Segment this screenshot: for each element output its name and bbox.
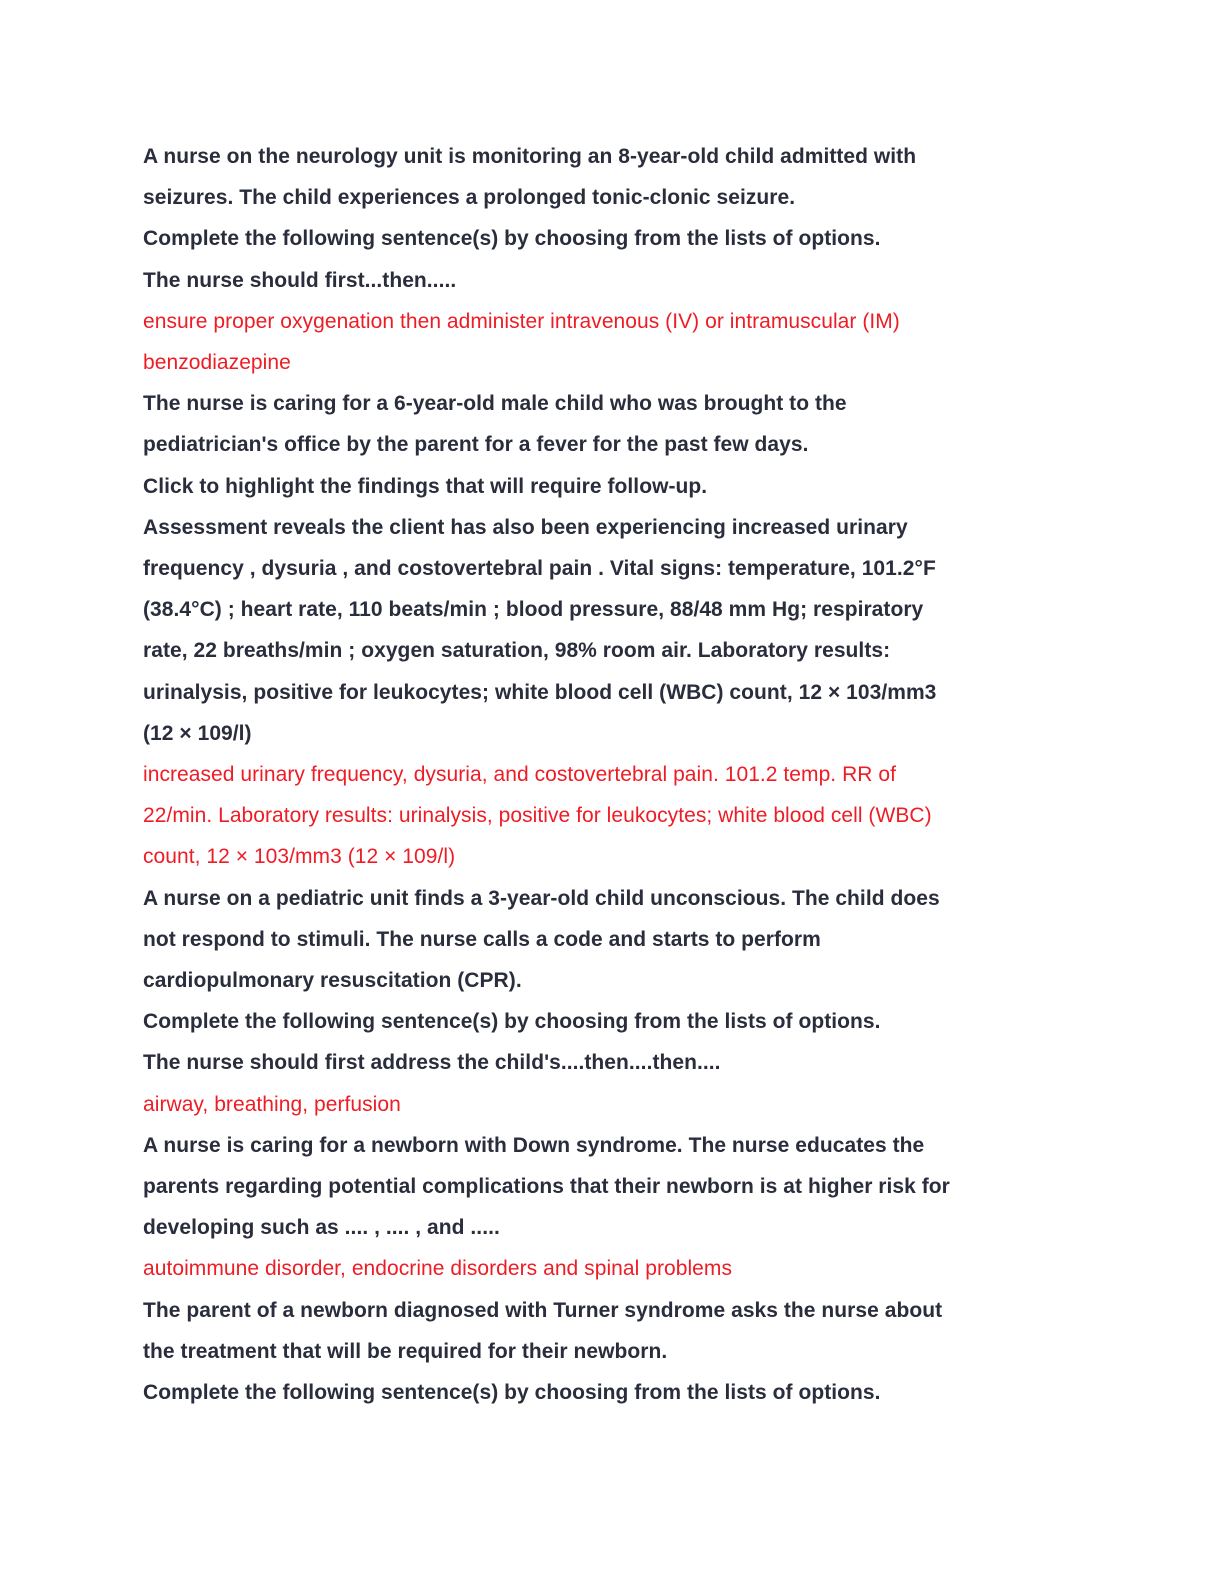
- q2-instruction: Click to highlight the findings that will require follow-up.: [143, 474, 708, 498]
- q4-down-syndrome-scenario: A nurse is caring for a newborn with Down syndrome. The nurse educates the parents regarding potential complications that their newborn is at higher risk for developing such as .... , .... , and .....: [143, 1133, 950, 1240]
- q3-cpr-scenario: A nurse on a pediatric unit finds a 3-year-old child unconscious. The child does not respond to stimuli. The nurse calls a code and starts to perform cardiopulmonary resuscitation (CPR).: [143, 886, 940, 993]
- q5-instruction: Complete the following sentence(s) by choosing from the lists of options.: [143, 1381, 881, 1405]
- q3-prompt: The nurse should first address the child's....then....then....: [143, 1051, 721, 1075]
- q2-answer: increased urinary frequency, dysuria, and costovertebral pain. 101.2 temp. RR of 22/min. Laboratory results: urinalysis, positive for leukocytes; white blood cell (WBC) count, 12 × 103/mm3 (12 × 109/l): [143, 763, 932, 869]
- document-page: [143, 136, 1078, 1413]
- q1-prompt: The nurse should first...then.....: [143, 268, 457, 292]
- q1-instruction: Complete the following sentence(s) by choosing from the lists of options.: [143, 227, 881, 251]
- q4-answer: autoimmune disorder, endocrine disorders and spinal problems: [143, 1257, 732, 1281]
- q2-fever-scenario: The nurse is caring for a 6-year-old male child who was brought to the pediatrician's office by the parent for a fever for the past few days.: [143, 392, 847, 457]
- q3-instruction: Complete the following sentence(s) by choosing from the lists of options.: [143, 1010, 881, 1034]
- q2-assessment: Assessment reveals the client has also been experiencing increased urinary frequency , dysuria , and costovertebral pain . Vital signs: temperature, 101.2°F (38.4°C) ; heart rate, 110 beats/min ; blood pressure, 88/48 mm Hg; respiratory rate, 22 breaths/min ; oxygen saturation, 98% room air. Laboratory results: urinalysis, positive for leukocytes; white blood cell (WBC) count, 12 × 103/mm3 (12 × 109/l): [143, 515, 937, 745]
- q1-answer: ensure proper oxygenation then administer intravenous (IV) or intramuscular (IM) benzodiazepine: [143, 309, 900, 375]
- q5-turner-syndrome-scenario: The parent of a newborn diagnosed with Turner syndrome asks the nurse about the treatment that will be required for their newborn.: [143, 1298, 943, 1363]
- q1-seizure-scenario: A nurse on the neurology unit is monitoring an 8-year-old child admitted with seizures. The child experiences a prolonged tonic-clonic seizure.: [143, 145, 917, 210]
- q3-answer: airway, breathing, perfusion: [143, 1092, 401, 1116]
